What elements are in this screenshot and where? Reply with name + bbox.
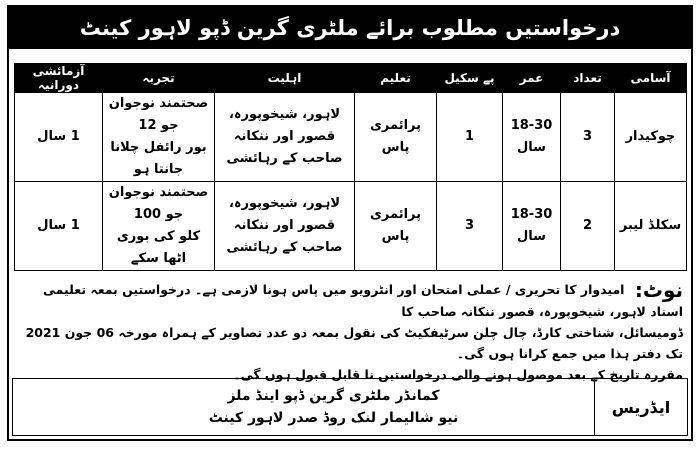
note-line: ڈومیسائل، شناختی کارڈ، چال چلن سرٹیفکیٹ کی نقول بمعہ دو عدد تصاویر کے ہمراہ مورخہ 06 جون 2021 تک دفتر ہذا میں جمع کرانا ہوں گی۔ [25, 325, 683, 361]
cell-count: 3 [561, 93, 615, 182]
header-eligibility: اہلیت [215, 64, 355, 93]
cell-probation: 1 سال [15, 182, 103, 271]
advertisement [7, 5, 693, 441]
age-range: 18-30 [510, 118, 553, 133]
header-age: عمر [503, 64, 561, 93]
cell-education: پرائمری پاس [355, 182, 437, 271]
cell-post: سکلڈ لیبر [615, 182, 687, 271]
experience-line: کلو کی بوری اٹھا سکے [116, 229, 201, 266]
cell-experience [103, 93, 215, 182]
cell-eligibility [215, 182, 355, 271]
header-scale: پے سکیل [437, 64, 503, 93]
note-section [17, 279, 683, 385]
eligibility-line: لاہور، شیخوپورہ، قصور اور ننکانہ [228, 107, 341, 144]
header-experience: تجربہ [103, 64, 215, 93]
header-probation: آزمائشی دورانیہ [15, 64, 103, 93]
cell-scale: 1 [437, 93, 503, 182]
experience-line: صحتمند نوجوان جو 100 [108, 185, 209, 222]
address-lines [13, 379, 594, 435]
vacancy-table [14, 63, 687, 271]
cell-education: پرائمری پاس [355, 93, 437, 182]
experience-line: صحتمند نوجوان جو 12 [108, 96, 209, 133]
note-label: نوٹ: [634, 278, 683, 302]
table-header-row [15, 64, 687, 93]
experience-line: بور رائفل چلانا جانتا ہو [110, 140, 207, 177]
cell-count: 2 [561, 182, 615, 271]
ad-title: درخواستیں مطلوب برائے ملٹری گرین ڈپو لاہور کینٹ [9, 7, 691, 49]
table-row [15, 182, 687, 271]
cell-scale: 3 [437, 182, 503, 271]
eligibility-line: لاہور، شیخوپورہ، قصور اور ننکانہ [228, 196, 341, 233]
header-education: تعلیم [355, 64, 437, 93]
cell-eligibility [215, 93, 355, 182]
age-unit: سال [517, 140, 546, 155]
header-post: آسامی [615, 64, 687, 93]
address-line: نیو شالیمار لنک روڈ صدر لاہور کینٹ [208, 410, 459, 426]
cell-probation: 1 سال [15, 93, 103, 182]
cell-post: چوکیدار [615, 93, 687, 182]
address-box [12, 378, 688, 436]
note-line: مقررہ تاریخ کے بعد موصول ہونے والی درخواستیں نا قابل قبول ہوں گی۔ [233, 367, 683, 382]
age-unit: سال [517, 229, 546, 244]
table-row [15, 93, 687, 182]
cell-experience [103, 182, 215, 271]
note-text: امیدوار کا تحریری / عملی امتحان اور انٹرویو میں پاس ہونا لازمی ہے۔ درخواستیں بمعہ تعلیمی اسناد لاہور، شیخوپورہ، قصور ننکانہ صاحب کا [43, 282, 683, 319]
cell-age [503, 93, 561, 182]
note-line [17, 279, 683, 322]
eligibility-line: صاحب کے رہائشی [226, 240, 343, 255]
address-line: کمانڈر ملٹری گرین ڈپو اینڈ ملز [227, 388, 440, 404]
address-label: ایڈریس [594, 379, 687, 435]
eligibility-line: صاحب کے رہائشی [226, 151, 343, 166]
header-count: تعداد [561, 64, 615, 93]
cell-age [503, 182, 561, 271]
age-range: 18-30 [510, 207, 553, 222]
